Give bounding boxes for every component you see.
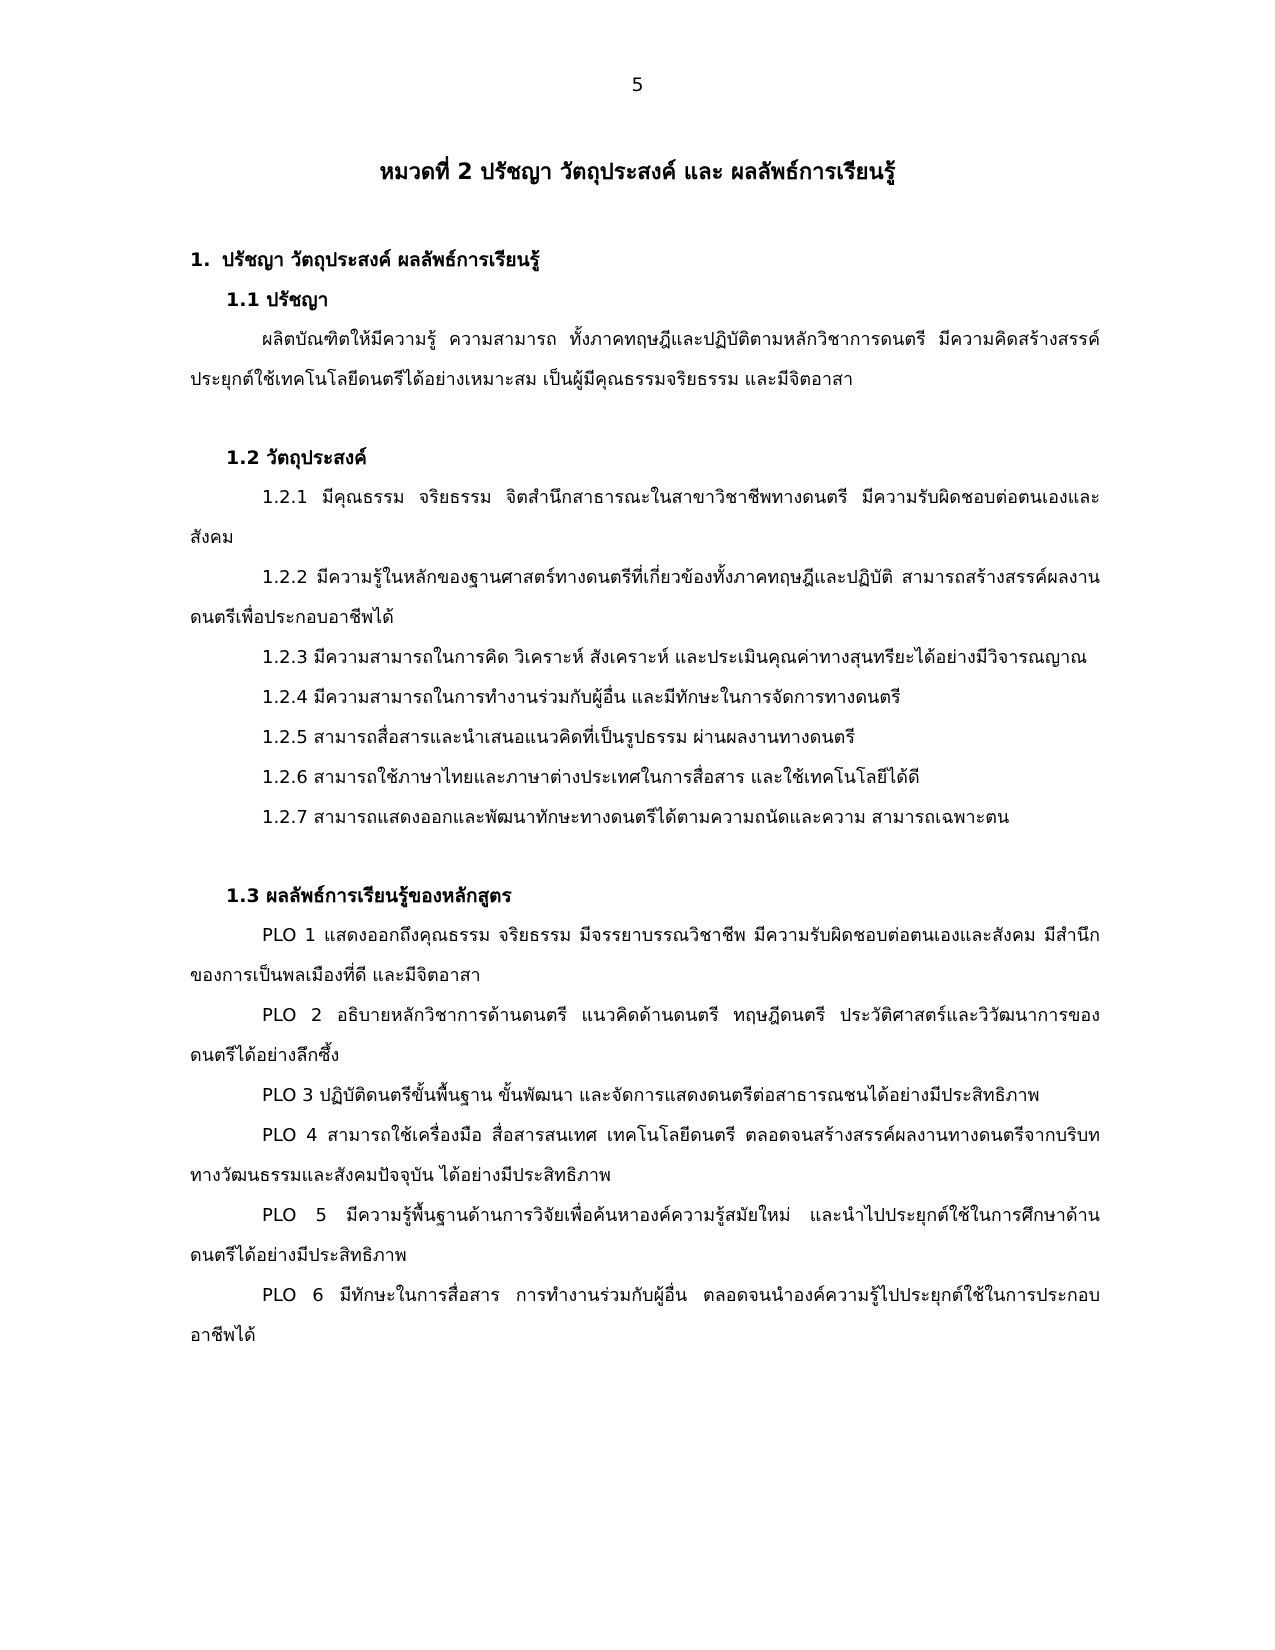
document-body — [190, 240, 1100, 1356]
section-title: ปรัชญา วัตถุประสงค์ ผลลัพธ์การเรียนรู้ — [222, 249, 540, 271]
plo-item: PLO 5 มีความรู้พื้นฐานด้านการวิจัยเพื่อค้นหาองค์ความรู้สมัยใหม่ และนำไปประยุกต์ใช้ในการศึกษาด้านดนตรีได้อย่างมีประสิทธิภาพ — [190, 1205, 1100, 1266]
objective-item: 1.2.7 สามารถแสดงออกและพัฒนาทักษะทางดนตรีได้ตามความถนัดและความ สามารถเฉพาะตน — [262, 807, 1010, 828]
objective-item: 1.2.4 มีความสามารถในการทำงานร่วมกับผู้อื่น และมีทักษะในการจัดการทางดนตรี — [262, 687, 901, 708]
plo-item: PLO 6 มีทักษะในการสื่อสาร การทำงานร่วมกับผู้อื่น ตลอดจนนำองค์ความรู้ไปประยุกต์ใช้ในการประกอบอาชีพได้ — [190, 1285, 1100, 1346]
chapter-title: หมวดที่ 2 ปรัชญา วัตถุประสงค์ และ ผลลัพธ์การเรียนรู้ — [379, 160, 896, 185]
objective-item: 1.2.5 สามารถสื่อสารและนำเสนอแนวคิดที่เป็นรูปธรรม ผ่านผลงานทางดนตรี — [262, 727, 856, 748]
page-number: 5 — [631, 74, 644, 96]
objective-item: 1.2.6 สามารถใช้ภาษาไทยและภาษาต่างประเทศในการสื่อสาร และใช้เทคโนโลยีได้ดี — [262, 767, 920, 788]
section-number: 1. — [190, 249, 211, 271]
plo-item: PLO 3 ปฏิบัติดนตรีขั้นพื้นฐาน ขั้นพัฒนา และจัดการแสดงดนตรีต่อสาธารณชนได้อย่างมีประสิทธิภาพ — [262, 1085, 1040, 1106]
outcomes-heading: 1.3 ผลลัพธ์การเรียนรู้ของหลักสูตร — [226, 885, 512, 907]
objective-item: 1.2.1 มีคุณธรรม จริยธรรม จิตสำนึกสาธารณะในสาขาวิชาชีพทางดนตรี มีความรับผิดชอบต่อตนเองและสังคม — [190, 487, 1100, 548]
objectives-heading: 1.2 วัตถุประสงค์ — [226, 447, 367, 469]
philosophy-text: ผลิตบัณฑิตให้มีความรู้ ความสามารถ ทั้งภาคทฤษฎีและปฏิบัติตามหลักวิชาการดนตรี มีความคิดสร้างสรรค์ ประยุกต์ใช้เทคโนโลยีดนตรีได้อย่างเหมาะสม เป็นผู้มีคุณธรรมจริยธรรม และมีจิตอาสา — [190, 329, 1100, 390]
plo-item: PLO 2 อธิบายหลักวิชาการด้านดนตรี แนวคิดด้านดนตรี ทฤษฎีดนตรี ประวัติศาสตร์และวิวัฒนาการของดนตรีได้อย่างลึกซึ้ง — [190, 1005, 1100, 1066]
philosophy-heading: 1.1 ปรัชญา — [226, 289, 329, 311]
plo-item: PLO 1 แสดงออกถึงคุณธรรม จริยธรรม มีจรรยาบรรณวิชาชีพ มีความรับผิดชอบต่อตนเองและสังคม มีสำนึกของการเป็นพลเมืองที่ดี และมีจิตอาสา — [190, 925, 1100, 986]
objective-item: 1.2.2 มีความรู้ในหลักของฐานศาสตร์ทางดนตรีที่เกี่ยวข้องทั้งภาคทฤษฎีและปฏิบัติ สามารถสร้างสรรค์ผลงานดนตรีเพื่อประกอบอาชีพได้ — [190, 567, 1100, 628]
section-heading — [190, 240, 1100, 280]
objective-item: 1.2.3 มีความสามารถในการคิด วิเคราะห์ สังเคราะห์ และประเมินคุณค่าทางสุนทรียะได้อย่างมีวิจารณญาณ — [262, 647, 1087, 668]
plo-item: PLO 4 สามารถใช้เครื่องมือ สื่อสารสนเทศ เทคโนโลยีดนตรี ตลอดจนสร้างสรรค์ผลงานทางดนตรีจากบริบททางวัฒนธรรมและสังคมปัจจุบัน ได้อย่างมีประสิทธิภาพ — [190, 1125, 1100, 1186]
